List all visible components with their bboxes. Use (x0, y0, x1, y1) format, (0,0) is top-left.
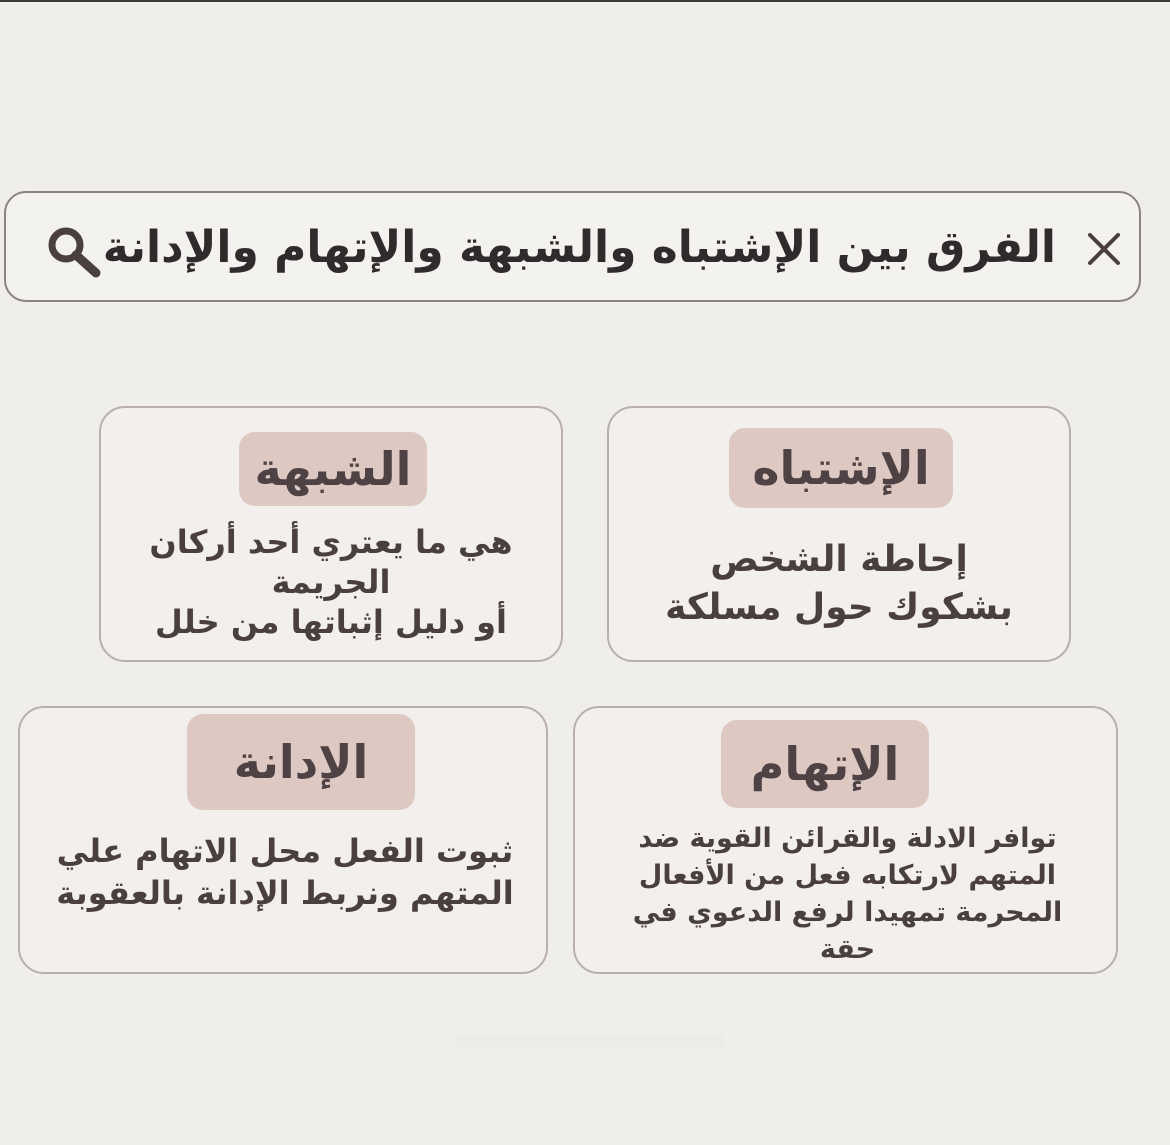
search-bar[interactable] (4, 191, 1141, 302)
search-icon[interactable] (42, 223, 106, 279)
card-ishtibah (607, 406, 1071, 662)
search-query[interactable]: الفرق بين الإشتباه والشبهة والإتهام والإدانة (102, 222, 1056, 273)
card-line: الجريمة (271, 563, 391, 601)
card-shubha (99, 406, 563, 662)
top-divider (0, 0, 1170, 2)
card-ittiham (573, 706, 1118, 974)
close-icon[interactable] (1076, 221, 1132, 277)
card-line: هي ما يعتري أحد أركان (149, 523, 513, 561)
card-line: إحاطة الشخص (710, 539, 968, 580)
card-line: توافر الادلة والقرائن القوية ضد (638, 823, 1057, 854)
card-title-ittiham: الإتهام (721, 720, 929, 808)
card-text-shubha (111, 522, 551, 642)
card-line: ثبوت الفعل محل الاتهام علي (56, 832, 514, 870)
card-line: المتهم ونربط الإدانة بالعقوبة (56, 874, 514, 912)
faint-watermark-strip (455, 1035, 725, 1049)
card-line: المحرمة تمهيدا لرفع الدعوي في (632, 897, 1063, 928)
card-title-shubha: الشبهة (239, 432, 427, 506)
card-line: المتهم لارتكابه فعل من الأفعال (638, 860, 1057, 891)
card-line: أو دليل إثباتها من خلل (155, 603, 507, 641)
card-line: حقة (819, 934, 876, 965)
card-title-idana: الإدانة (187, 714, 415, 810)
card-line: بشكوك حول مسلكة (665, 587, 1013, 628)
card-text-idana (26, 830, 544, 914)
card-text-ittiham (583, 820, 1112, 968)
card-idana (18, 706, 548, 974)
card-text-ishtibah (619, 536, 1059, 632)
card-title-ishtibah: الإشتباه (729, 428, 953, 508)
